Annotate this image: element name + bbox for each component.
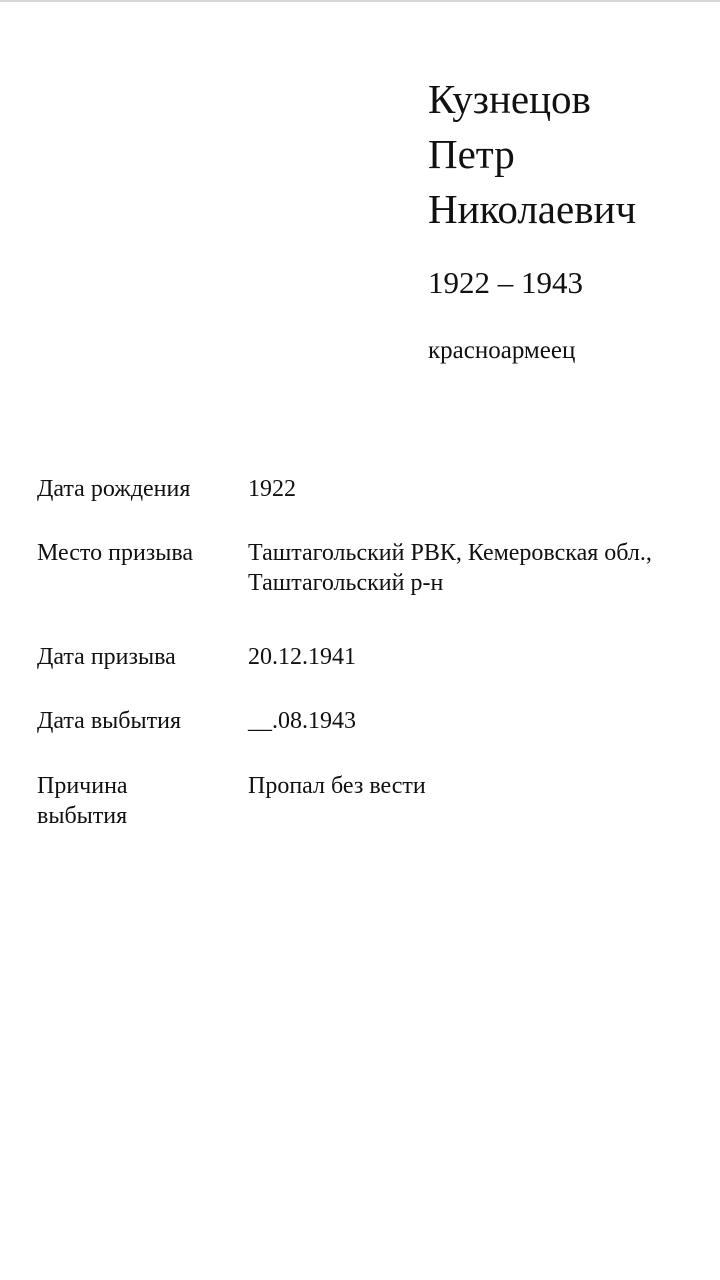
detail-row-draft-date xyxy=(37,642,720,672)
surname: Кузнецов xyxy=(428,76,591,122)
first-name: Петр xyxy=(428,131,515,177)
detail-value: 20.12.1941 xyxy=(248,644,356,670)
military-rank: красноармеец xyxy=(428,337,576,364)
detail-value: Пропал без вести xyxy=(248,773,426,799)
detail-value: __.08.1943 xyxy=(248,708,356,734)
detail-label: Дата рождения xyxy=(37,476,191,502)
detail-row-birth-date xyxy=(37,474,720,504)
patronymic: Николаевич xyxy=(428,186,637,232)
detail-label xyxy=(37,771,248,831)
detail-label: Дата призыва xyxy=(37,644,176,670)
person-header xyxy=(428,72,713,366)
detail-label: Место призыва xyxy=(37,540,194,566)
details-table xyxy=(37,474,720,831)
detail-value: Таштагольский РВК, Кемеровская обл., Таштагольский р-н xyxy=(248,540,652,596)
detail-label-text: Причина выбытия xyxy=(37,773,128,829)
detail-row-draft-place xyxy=(37,538,720,598)
life-years: 1922 – 1943 xyxy=(428,265,583,300)
detail-row-departure-reason xyxy=(37,771,720,831)
detail-label: Дата выбытия xyxy=(37,708,181,734)
page-top-edge xyxy=(0,0,720,2)
detail-value: 1922 xyxy=(248,476,296,502)
detail-row-departure-date xyxy=(37,706,720,736)
